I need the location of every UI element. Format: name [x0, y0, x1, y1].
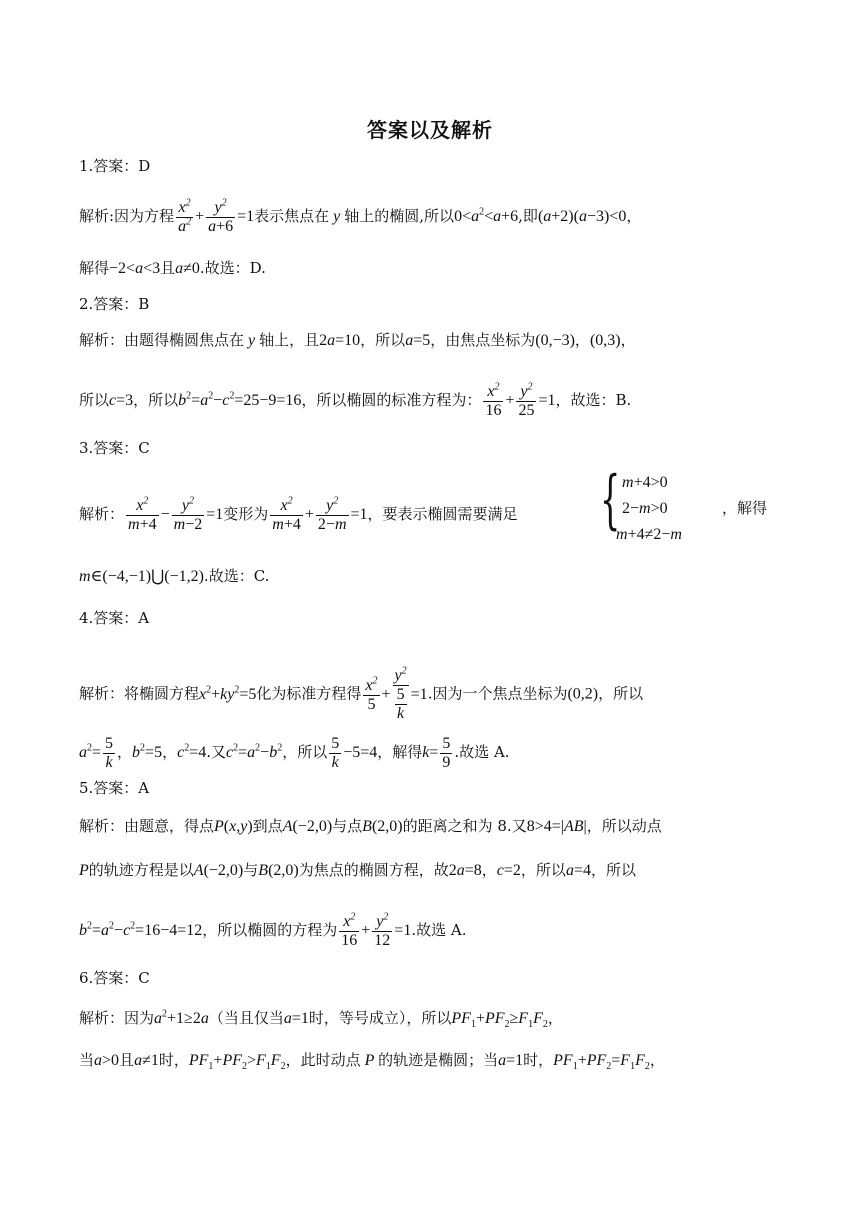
q3-answer: 3.答案：C [79, 439, 150, 457]
q1-analysis-line2: 解得−2<a<3且a≠0.故选：D. [79, 259, 266, 277]
q4-analysis-line2: $a^2=$ $\frac{5}{k}$ ，$b^2=5$，$c^2=4$.又$c^2=a^2-b^2$，所以 $\frac{5}{k}$ −5=4，解得k= $\frac{5}{9}$ .故选 A. [79, 735, 510, 771]
q6-answer: 6.答案：C [79, 969, 150, 987]
q6-analysis-line2: 当a>0且a≠1时，$PF_1+PF_2>F_1F_2$，此时动点 P 的轨迹是椭圆；当a=1时，$PF_1+PF_2=F_1F_2$， [79, 1051, 665, 1073]
q6-analysis-line1: 解析：因为$a^2+1\ge 2a$（当且仅当a=1时，等号成立），所以$PF_1+PF_2\ge F_1F_2$， [79, 1008, 563, 1031]
q5-analysis-line3: $b^2=a^2-c^2=16-4=12$，所以椭圆的方程为 $\frac{x^2}{16}$ + $\frac{y^2}{12}$ =1.故选 A. [79, 911, 467, 949]
q3-analysis-line1: 解析： $\frac{x^2}{m+4}$ − $\frac{y^2}{m-2}$ =1变形为 $\frac{x^2}{m+4}$ + $\frac{y^2}{2-m}$ =1，要表示椭圆需要满足 [79, 495, 518, 533]
q5-analysis-line1: 解析：由题意，得点P(x,y)到点A(−2,0)与点B(2,0)的距离之和为 8.又8>4=|AB|，所以动点 [79, 817, 662, 835]
q4-answer: 4.答案：A [79, 609, 150, 627]
q5-answer: 5.答案：A [79, 779, 150, 797]
q2-answer: 2.答案：B [79, 295, 150, 313]
q1-answer: 1.答案：D [79, 157, 151, 175]
q3-analysis-line2: m∈(−4,−1)⋃(−1,2).故选：C. [79, 567, 270, 585]
q5-analysis-line2: P的轨迹方程是以A(−2,0)与B(2,0)为焦点的椭圆方程，故2a=8，c=2，所以a=4，所以 [79, 861, 636, 879]
q2-analysis-line2: 所以c=3，所以$b^2=a^2-c^2=25-9=16$，所以椭圆的标准方程为： $\frac{x^2}{16}$ + $\frac{y^2}{25}$ =1，故选：B. [79, 381, 632, 419]
q4-analysis-line1: 解析：将椭圆方程$x^2+ky^2=5$化为标准方程得 $\frac{x^2}{5}$ + $\frac{y^2}{\frac{5}{k}}$ =1.因为一个焦点坐标为(0,2)，所以 [79, 665, 644, 722]
q3-solve: ，解得 [722, 499, 768, 517]
q2-analysis-line1: 解析：由题得椭圆焦点在 y 轴上，且2a=10，所以a=5，由焦点坐标为(0,−3)，(0,3)， [79, 331, 636, 349]
page-title: 答案以及解析 [367, 118, 493, 142]
q1-analysis-line1: 解析:因为方程 $\frac{x^2}{a^2}$ + $\frac{y^2}{a+6}$ =1表示焦点在 y 轴上的椭圆,所以$0<a^2<a+6$,即(a+2)(a−3)<0， [79, 197, 642, 235]
q3-system: { m+4>0 2−m>0 m+4≠2−m [600, 463, 682, 543]
